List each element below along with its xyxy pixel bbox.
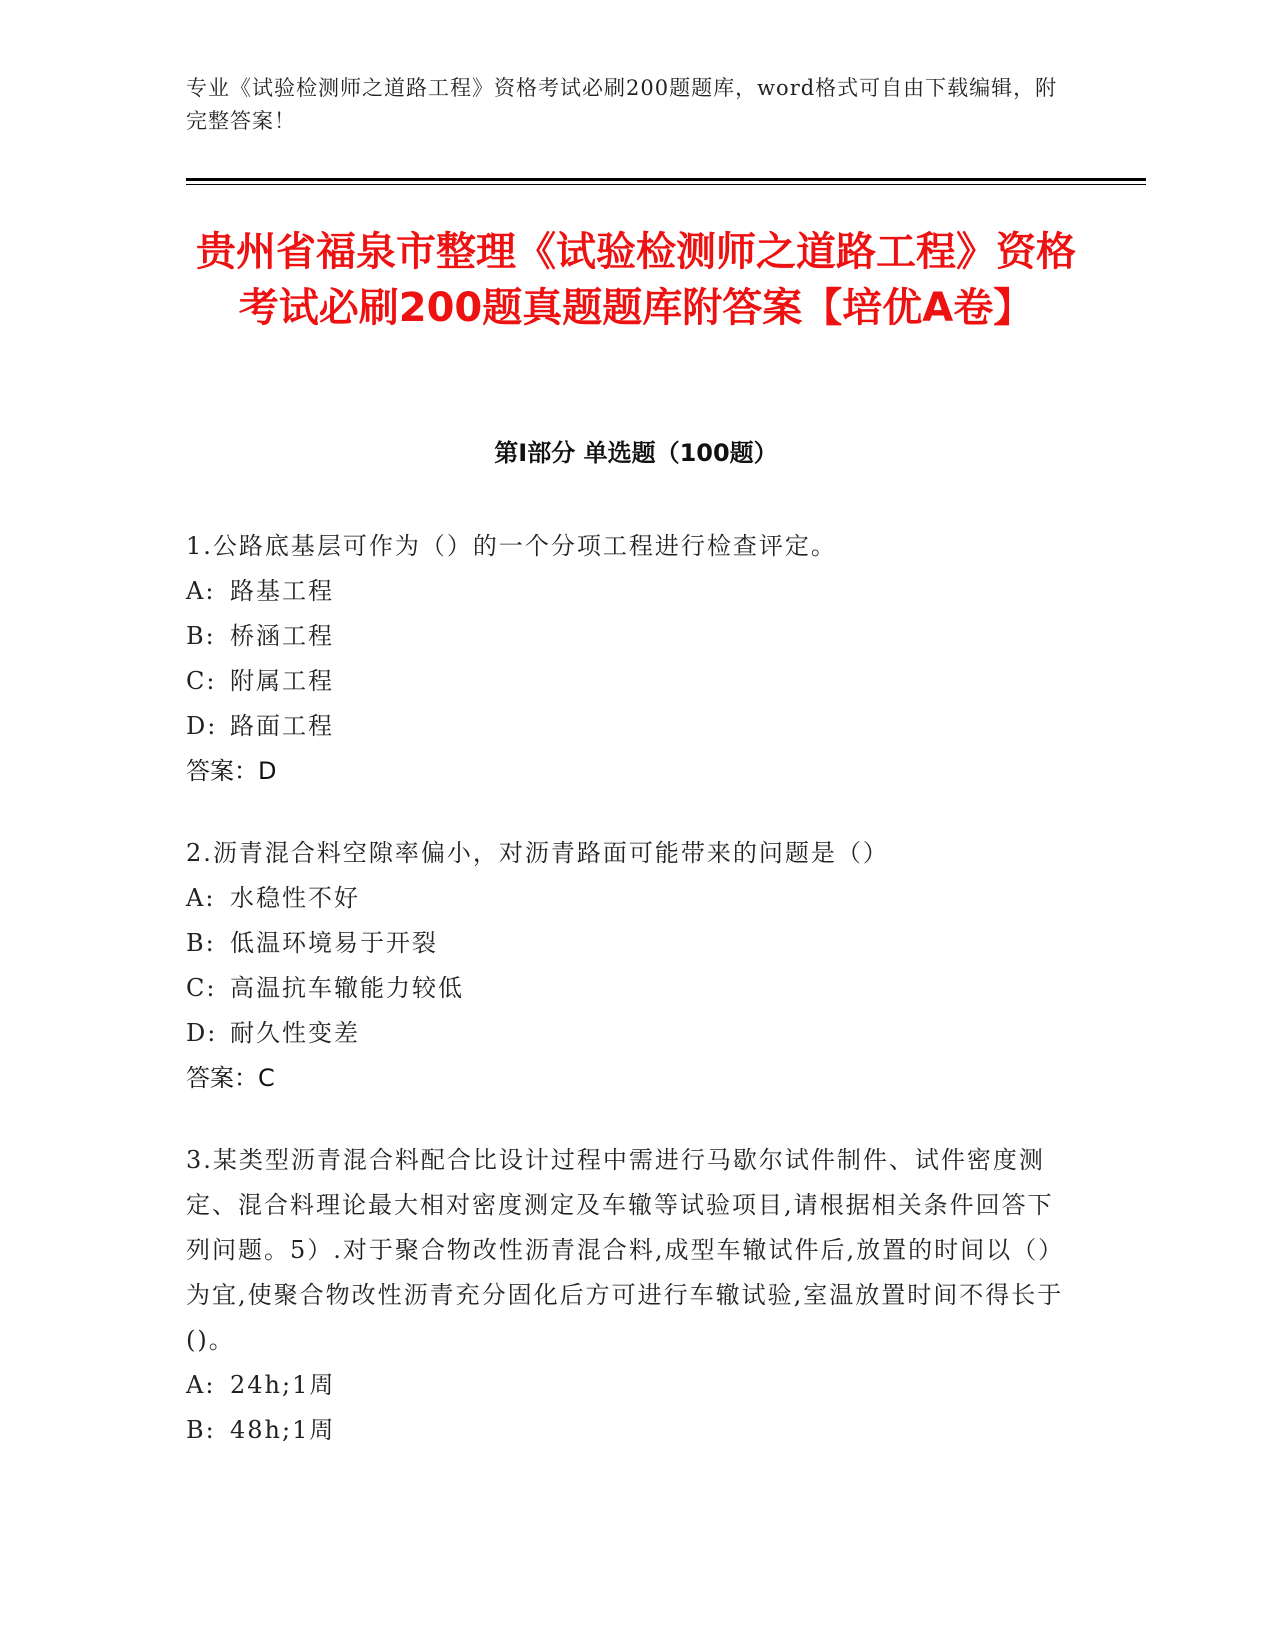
- option-key: B:: [186, 1416, 216, 1444]
- header-note: 专业《试验检测师之道路工程》资格考试必刷200题题库，word格式可自由下载编辑，附完整答案！: [186, 76, 1058, 133]
- answer-line: [186, 1056, 1066, 1101]
- option-text: 附属工程: [230, 667, 334, 695]
- option-text: 水稳性不好: [230, 884, 360, 912]
- option-a: [186, 1363, 1066, 1408]
- option-a: [186, 876, 1066, 921]
- option-text: 耐久性变差: [230, 1019, 360, 1047]
- option-text: 24h;1周: [230, 1371, 336, 1399]
- answer-label: 答案：: [186, 757, 258, 785]
- option-b: [186, 614, 1066, 659]
- option-text: 桥涵工程: [230, 622, 334, 650]
- option-key: A:: [186, 577, 216, 605]
- option-key: B:: [186, 929, 216, 957]
- section-heading: 第I部分 单选题（100题）: [494, 439, 778, 467]
- option-text: 48h;1周: [230, 1416, 336, 1444]
- option-b: [186, 1408, 1066, 1453]
- header-rule-thin: [186, 184, 1146, 185]
- option-key: A:: [186, 884, 216, 912]
- option-key: C:: [186, 667, 217, 695]
- option-c: [186, 659, 1066, 704]
- document-title: 贵州省福泉市整理《试验检测师之道路工程》资格考试必刷200题真题题库附答案【培优A卷】: [196, 229, 1076, 331]
- question-stem: 1.公路底基层可作为（）的一个分项工程进行检查评定。: [186, 532, 837, 560]
- answer-line: [186, 749, 1066, 794]
- option-key: D:: [186, 1019, 218, 1047]
- option-d: [186, 704, 1066, 749]
- question-3: [186, 1138, 1066, 1453]
- question-stem: 2.沥青混合料空隙率偏小，对沥青路面可能带来的问题是（）: [186, 839, 889, 867]
- question-stem: 3.某类型沥青混合料配合比设计过程中需进行马歇尔试件制件、试件密度测定、混合料理论最大相对密度测定及车辙等试验项目,请根据相关条件回答下列问题。5）.对于聚合物改性沥青混合料,成型车辙试件后,放置的时间以（）为宜,使聚合物改性沥青充分固化后方可进行车辙试验,室温放置时间不得长于()。: [186, 1146, 1065, 1354]
- header-rule-thick: [186, 178, 1146, 181]
- answer-value: C: [258, 1064, 275, 1092]
- option-key: C:: [186, 974, 217, 1002]
- option-key: D:: [186, 712, 218, 740]
- option-text: 路面工程: [230, 712, 334, 740]
- option-text: 路基工程: [230, 577, 334, 605]
- answer-label: 答案：: [186, 1064, 258, 1092]
- option-d: [186, 1011, 1066, 1056]
- option-text: 高温抗车辙能力较低: [230, 974, 464, 1002]
- question-1: [186, 524, 1066, 794]
- question-list: [186, 524, 1066, 1490]
- question-2: [186, 831, 1066, 1101]
- option-b: [186, 921, 1066, 966]
- option-text: 低温环境易于开裂: [230, 929, 438, 957]
- option-c: [186, 966, 1066, 1011]
- option-a: [186, 569, 1066, 614]
- answer-value: D: [258, 757, 277, 785]
- option-key: A:: [186, 1371, 216, 1399]
- option-key: B:: [186, 622, 216, 650]
